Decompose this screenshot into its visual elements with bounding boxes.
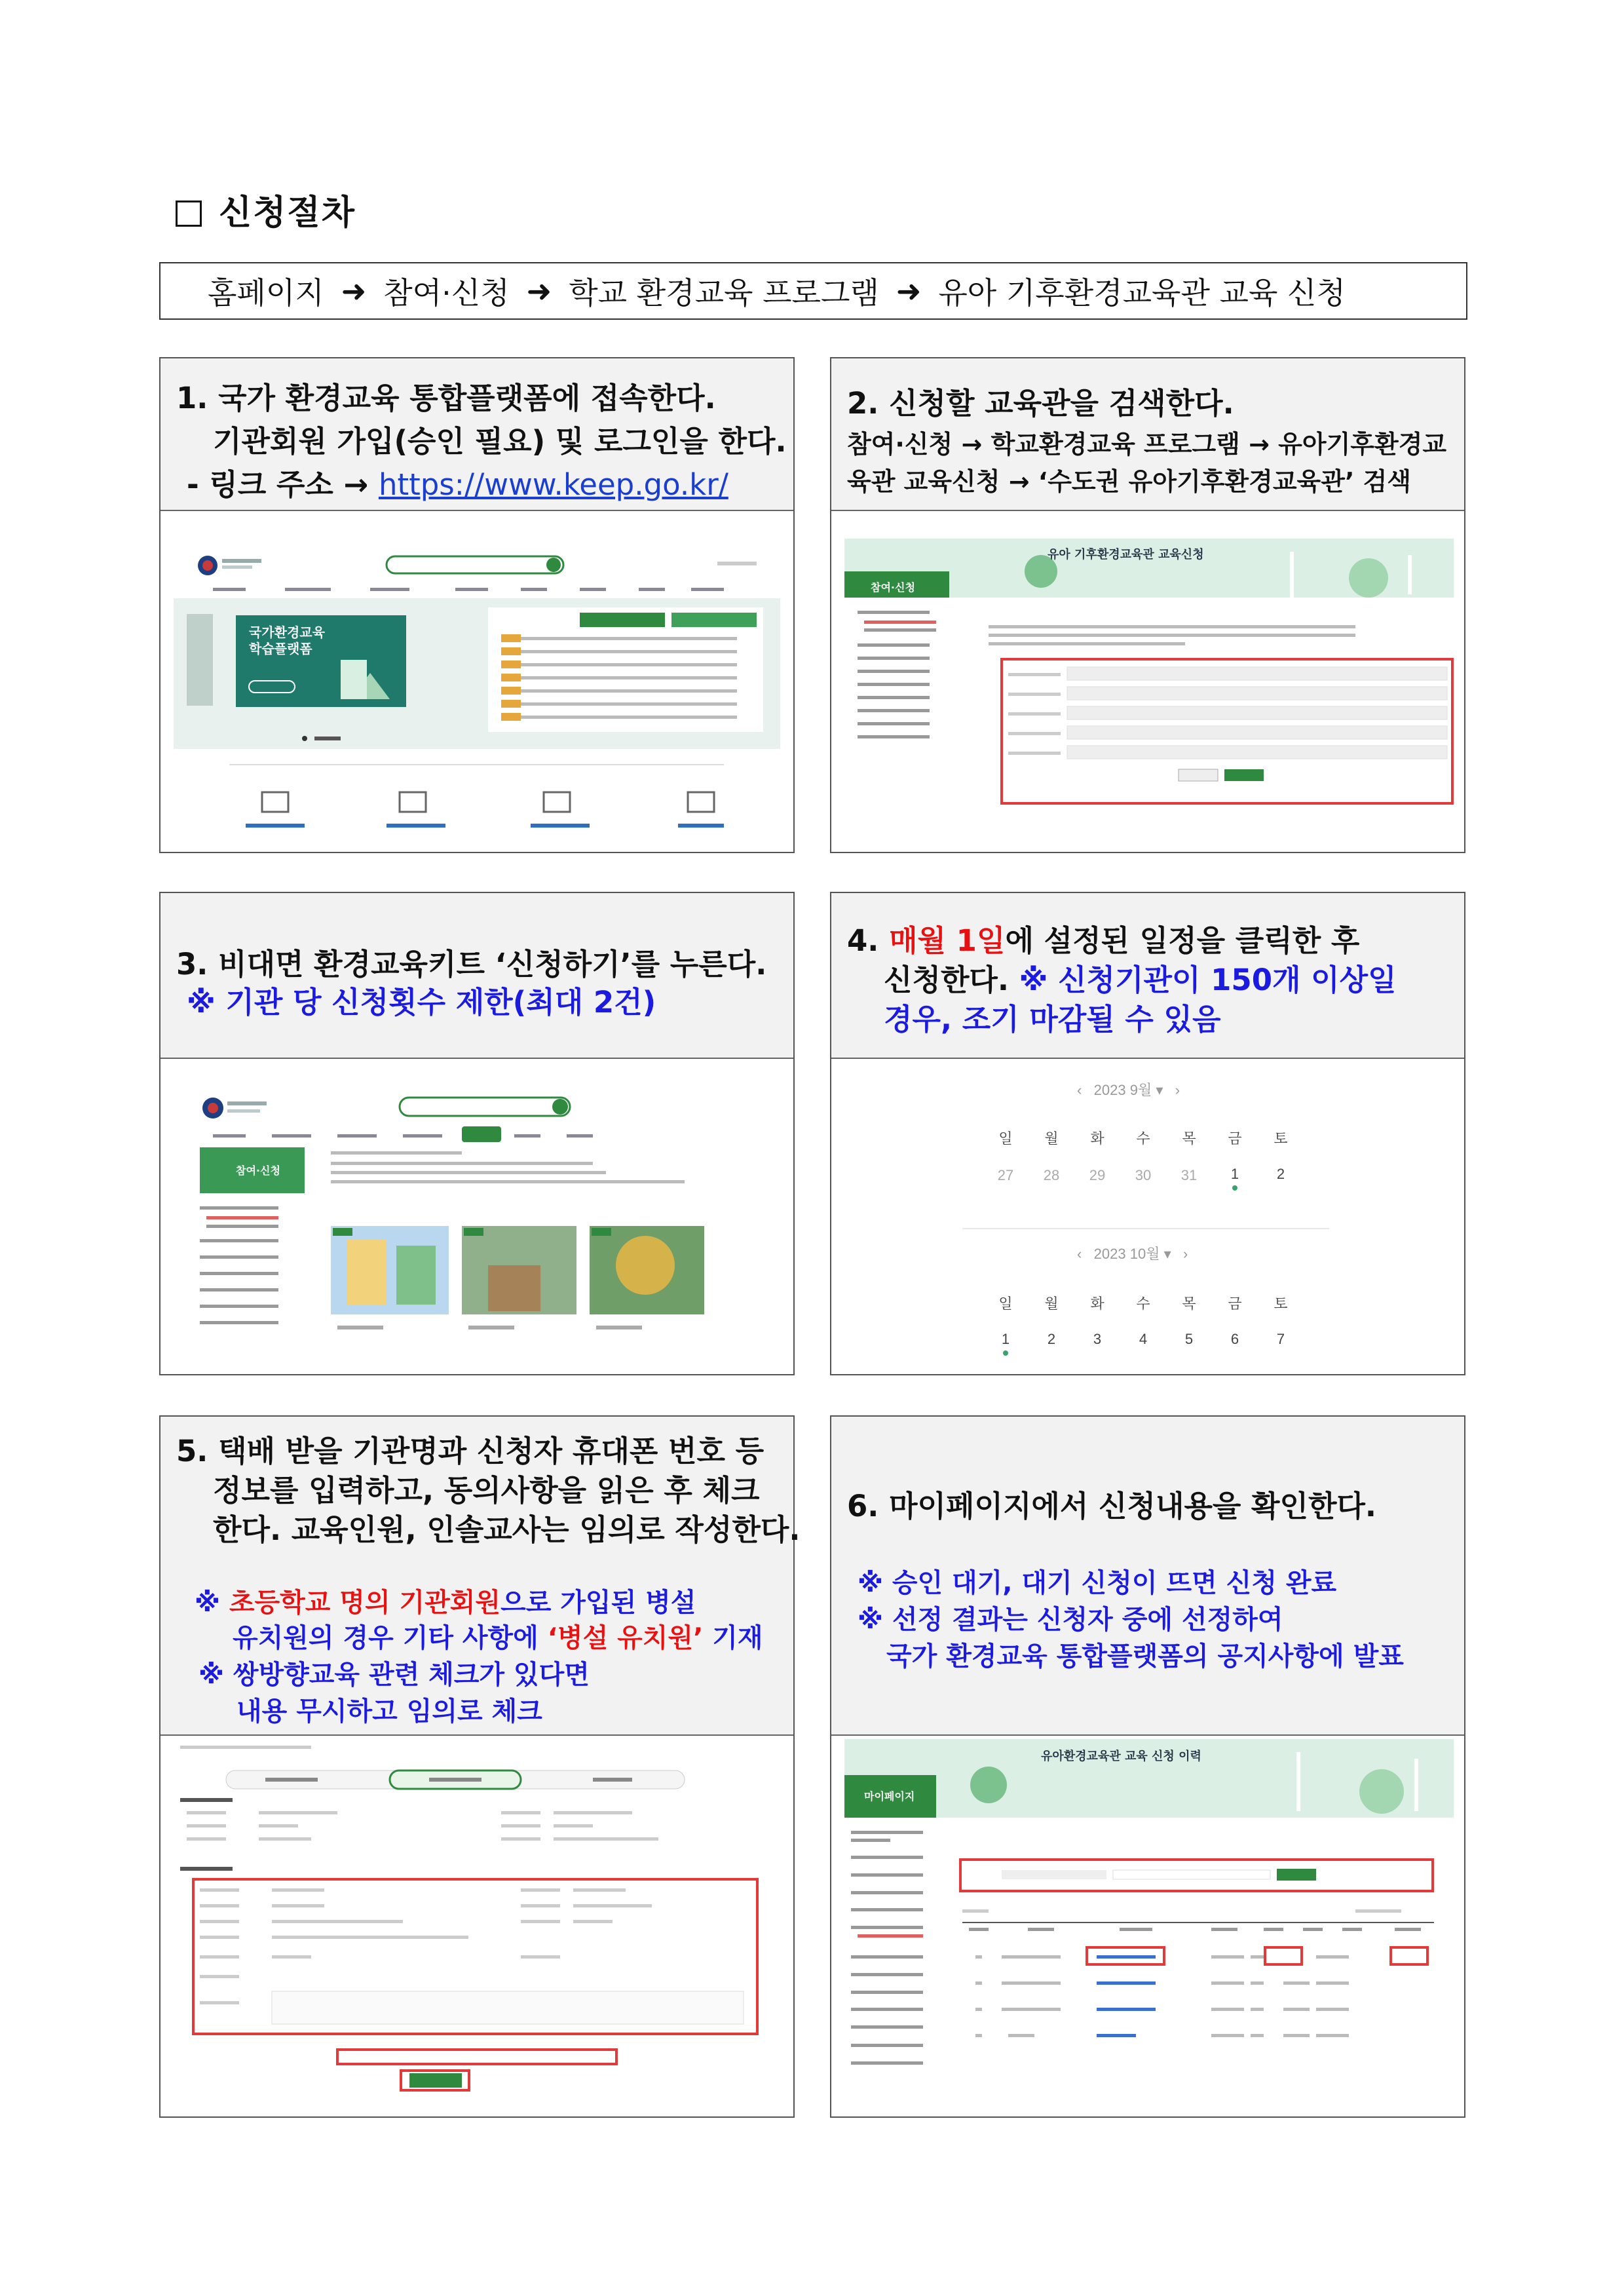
screenshot-apply-form [174,1739,783,2106]
arrow-icon: ➜ [526,273,552,309]
brand-icons [174,752,780,843]
available-dot-icon [1232,1185,1237,1191]
screenshot-search [844,539,1454,827]
screenshot-kit-apply [174,1069,783,1364]
calendar-day[interactable]: 4 [1139,1331,1148,1347]
weekday-thu: 목 [1182,1295,1196,1312]
step-1-link-line: - 링크 주소 → https://www.keep.go.kr/ [187,467,728,502]
weekday-fri: 금 [1228,1295,1242,1312]
weekday-wed: 수 [1136,1295,1150,1312]
highlight-program [1086,1946,1165,1966]
weekday-sun: 일 [998,1295,1013,1312]
calendar-day[interactable]: 6 [1230,1331,1239,1347]
side-menu-title: 참여·신청 [236,1164,280,1177]
highlight-detail [1389,1946,1429,1966]
step-6-note-2: ※ 선정 결과는 신청자 중에 선정하여 [858,1605,1283,1635]
step-2-path-2: 육관 교육신청 → ‘수도권 유아기후환경교육관’ 검색 [847,467,1412,496]
screenshot-keep-home [174,542,780,752]
calendar-screenshot [962,1069,1329,1364]
step-5-note-1: ※ 초등학교 명의 기관회원으로 가입된 병설 [195,1588,696,1618]
arrow-icon: ➜ [341,273,367,309]
step-1-desc: 기관회원 가입(승인 필요) 및 로그인을 한다. [213,424,787,459]
flow-step-program: 학교 환경교육 프로그램 [569,275,879,311]
side-menu-title: 참여·신청 [871,581,915,594]
screenshot-keep-brands [174,752,780,843]
weekday-fri: 금 [1228,1130,1242,1147]
banner-title: 유아환경교육관 교육 신청 이력 [1041,1750,1201,1763]
step-3-note: ※ 기관 당 신청횟수 제한(최대 2건) [187,985,656,1020]
screenshot-mypage [844,1739,1454,2106]
calendar-day-selectable[interactable]: 1 [1230,1166,1239,1182]
step-6-panel [830,1415,1465,2118]
kit-illustration [174,1069,783,1364]
weekday-wed: 수 [1136,1130,1150,1147]
flow-step-apply: 유아 기후환경교육관 교육 신청 [938,275,1346,311]
step-4-desc: 신청한다. ※ 신청기관이 150개 이상일 [884,963,1397,997]
calendar-october [962,1233,1329,1364]
step-5-note-2: 유치원의 경우 기타 사항에 ‘병설 유치원’ 기재 [233,1623,763,1653]
calendar-day[interactable]: 5 [1184,1331,1194,1347]
highlight-search-form [1000,658,1454,805]
weekday-sun: 일 [998,1130,1013,1147]
calendar-september [962,1069,1329,1216]
step-3-title: 3. 비대면 환경교육키트 ‘신청하기’를 누른다. [176,947,767,982]
step-6-note-3: 국가 환경교육 통합플랫폼의 공지사항에 발표 [886,1641,1404,1672]
section-title: 신청절차 [219,193,356,233]
calendar-day: 30 [1135,1167,1152,1183]
step-4-panel [830,892,1465,1375]
svg-text:국가환경교육: 국가환경교육 [249,624,325,640]
step-5-panel [159,1415,801,2118]
checkbox-square-icon [176,201,202,227]
highlight-status [1264,1946,1303,1966]
step-1-title: 1. 국가 환경교육 통합플랫폼에 접속한다. [176,381,716,415]
step-4-header [831,893,1464,1059]
calendar-day[interactable]: 2 [1047,1331,1056,1347]
calendar-day[interactable]: 3 [1093,1331,1102,1347]
weekday-tue: 화 [1090,1295,1105,1312]
weekday-sat: 토 [1274,1130,1288,1147]
step-2-path-1: 참여·신청 → 학교환경교육 프로그램 → 유아기후환경교 [847,430,1447,459]
highlight-search-bar [959,1858,1434,1892]
weekday-mon: 월 [1044,1130,1059,1147]
step-1-panel [159,357,795,853]
step-6-note-1: ※ 승인 대기, 대기 신청이 뜨면 신청 완료 [858,1568,1337,1598]
weekday-sat: 토 [1274,1295,1288,1312]
step-6-title: 6. 마이페이지에서 신청내용을 확인한다. [847,1489,1377,1523]
step-4-title: 4. 매월 1일에 설정된 일정을 클릭한 후 [847,923,1360,958]
arrow-icon: ➜ [896,273,922,309]
step-2-panel [830,357,1465,853]
step-2-header [831,358,1464,511]
monthly-first-day: 매월 1일 [889,923,1006,958]
procedure-flow [159,262,1467,320]
calendar-day: 31 [1180,1167,1198,1183]
calendar-day[interactable]: 2 [1276,1166,1285,1182]
highlight-consent [336,2048,618,2065]
highlight-submit [400,2069,470,2092]
step-5-header [161,1417,801,1736]
banner-title: 유아 기후환경교육관 교육신청 [1048,548,1204,562]
available-dot-icon [1003,1350,1008,1356]
step-5-note-4: 내용 무시하고 임의로 체크 [236,1696,542,1727]
month-title[interactable]: ‹ 2023 10월 ▾ › [1077,1246,1188,1262]
step-6-header [831,1417,1464,1736]
step-5-desc-2: 한다. 교육인원, 인솔교사는 임의로 작성한다. [213,1512,801,1547]
step-2-title: 2. 신청할 교육관을 검색한다. [847,386,1234,421]
svg-text:학습플랫폼: 학습플랫폼 [249,641,312,657]
divider [962,1228,1329,1229]
highlight-applicant-info [192,1878,759,2035]
calendar-day[interactable]: 7 [1276,1331,1285,1347]
keep-link[interactable]: https://www.keep.go.kr/ [378,467,728,502]
month-title[interactable]: ‹ 2023 9월 ▾ › [1077,1082,1180,1098]
weekday-thu: 목 [1182,1130,1196,1147]
section-heading [176,185,356,234]
mypage-illustration [844,1739,1454,2106]
calendar-day: 27 [997,1167,1014,1183]
step-5-note-3: ※ 쌍방향교육 관련 체크가 있다면 [198,1660,590,1690]
calendar-day-selectable[interactable]: 1 [1001,1331,1010,1347]
calendar-day: 28 [1043,1167,1060,1183]
limit-note: ※ 신청기관이 150개 이상일 [1019,963,1397,997]
limit-note-cont: 경우, 조기 마감될 수 있음 [884,1002,1221,1037]
weekday-mon: 월 [1044,1295,1059,1312]
flow-step-participate: 참여·신청 [383,275,510,311]
weekday-tue: 화 [1090,1130,1105,1147]
step-3-panel [159,892,795,1375]
step-5-desc-1: 정보를 입력하고, 동의사항을 읽은 후 체크 [213,1473,760,1508]
flow-step-home: 홈페이지 [208,275,324,311]
step-1-header [161,358,793,511]
calendar-day: 29 [1089,1167,1106,1183]
step-3-header [161,893,793,1059]
step-5-title: 5. 택배 받을 기관명과 신청자 휴대폰 번호 등 [176,1434,765,1468]
side-menu-title: 마이페이지 [864,1790,915,1803]
